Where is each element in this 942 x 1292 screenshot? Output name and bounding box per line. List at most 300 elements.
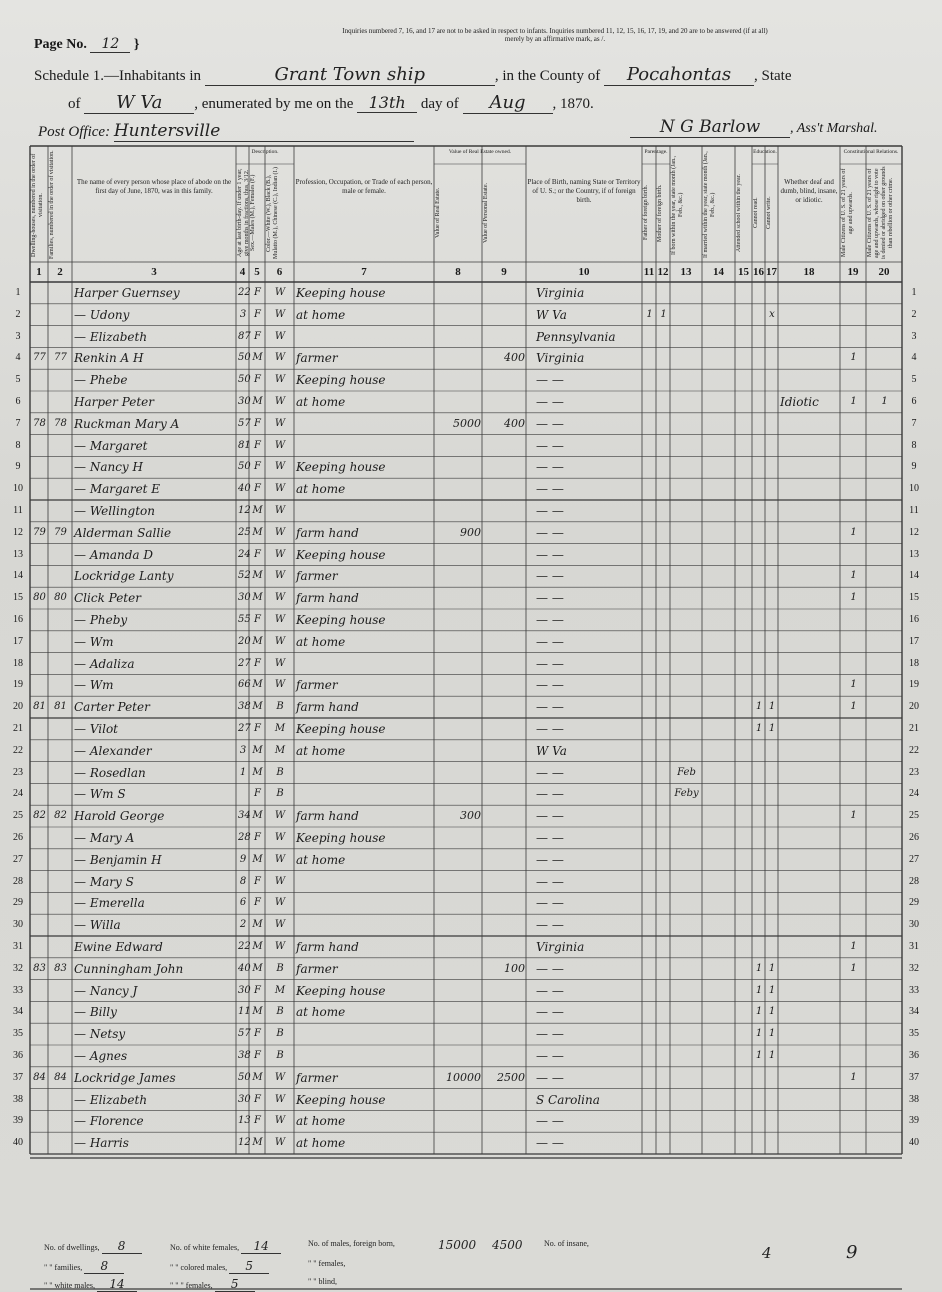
cell-sex: M <box>252 1137 263 1149</box>
row-number: 35 <box>909 1028 919 1040</box>
cell-age: 3 <box>239 308 247 320</box>
cell-c13: Feb <box>677 766 696 778</box>
row-number: 33 <box>909 984 919 996</box>
marshal-label: , Ass't Marshal. <box>790 121 878 136</box>
cell-sex: M <box>252 919 263 931</box>
birthplace: — — <box>536 765 564 780</box>
cell-sex: M <box>252 526 263 538</box>
row-number: 24 <box>13 788 23 800</box>
person-name: — Mary A <box>74 831 135 845</box>
cell-sex: F <box>254 1050 261 1061</box>
dwellings-count: 8 <box>102 1239 142 1254</box>
cell-color: B <box>276 1050 284 1061</box>
column-header-19: Male Citizens of U. S. of 21 years of age and upwards. <box>841 168 854 258</box>
cell-color: W <box>274 1093 286 1105</box>
cell-color: W <box>274 832 286 843</box>
footer-foreign-males: No. of males, foreign born, <box>308 1239 395 1248</box>
row-number: 3 <box>911 330 917 342</box>
person-name: Harper Guernsey <box>74 286 180 300</box>
person-name: — Rosedlan <box>74 765 146 780</box>
row-number: 16 <box>13 614 23 625</box>
cell-color: W <box>274 810 286 822</box>
cell-sex: F <box>254 1028 261 1040</box>
birthplace: — — <box>536 1114 564 1129</box>
day-value: 13th <box>357 93 417 113</box>
cell-sex: M <box>252 1006 263 1018</box>
cell-c2: 80 <box>54 592 67 604</box>
birthplace: — — <box>536 722 564 736</box>
cell-pe: 100 <box>504 961 525 975</box>
row-number: 15 <box>13 592 23 604</box>
cell-c2: 84 <box>54 1071 67 1083</box>
column-number-12: 12 <box>657 266 669 278</box>
cell-c19: 1 <box>850 396 857 407</box>
group-header-description: Description. <box>251 149 279 155</box>
person-name: Lockridge James <box>74 1070 176 1085</box>
column-header-10: Place of Birth, naming State or Territory of U. S.; or the Country, if of foreign birth. <box>527 178 641 204</box>
cell-color: W <box>274 941 286 952</box>
cell-c1: 80 <box>33 592 46 604</box>
row-number: 28 <box>13 875 23 887</box>
person-name: Click Peter <box>74 591 141 606</box>
occupation: at home <box>296 482 346 497</box>
cell-age: 8 <box>239 875 247 887</box>
cell-c17: 1 <box>768 1028 776 1040</box>
birthplace: — — <box>536 809 564 824</box>
cell-color: B <box>276 701 284 713</box>
column-header-7: Profession, Occupation, or Trade of each person, male or female. <box>295 178 433 195</box>
row-number: 14 <box>909 570 919 582</box>
person-name: — Wm S <box>74 787 126 802</box>
occupation: Keeping house <box>296 547 386 562</box>
column-header-18: Whether deaf and dumb, blind, insane, or idiotic. <box>780 178 838 204</box>
row-number: 36 <box>909 1050 919 1061</box>
cell-age: 24 <box>238 548 251 560</box>
cell-age: 12 <box>238 505 251 516</box>
row-number: 37 <box>909 1071 919 1083</box>
cell-c17: 1 <box>768 984 776 996</box>
row-number: 40 <box>13 1137 23 1149</box>
cell-sex: M <box>252 1071 263 1083</box>
cell-age: 57 <box>238 417 251 429</box>
column-number-18: 18 <box>803 266 815 278</box>
cell-age: 28 <box>238 832 251 843</box>
column-number-16: 16 <box>753 266 764 278</box>
column-number-10: 10 <box>578 266 590 278</box>
column-header-11: Father of foreign birth. <box>643 185 649 241</box>
person-name: — Wellington <box>74 504 155 518</box>
occupation: farm hand <box>296 700 359 715</box>
cell-c11: 1 <box>646 308 653 320</box>
state-value: W Va <box>84 92 194 114</box>
group-header-education: Education. <box>753 149 777 155</box>
birthplace: — — <box>536 438 564 453</box>
row-number: 7 <box>911 417 917 429</box>
occupation: at home <box>296 743 346 758</box>
row-number: 6 <box>15 396 21 407</box>
footer-females: " " females, <box>308 1259 346 1268</box>
person-name: Renkin A H <box>74 351 144 366</box>
cell-c19: 1 <box>850 679 857 691</box>
footer-insane: No. of insane, <box>544 1239 589 1248</box>
cell-age: 34 <box>238 810 251 822</box>
cell-c17: 1 <box>768 723 776 734</box>
birthplace: — — <box>536 896 564 911</box>
column-number-4: 4 <box>239 266 246 278</box>
cell-age: 20 <box>238 635 251 647</box>
cell-color: W <box>274 526 286 538</box>
row-number: 29 <box>909 897 919 909</box>
person-name: — Agnes <box>74 1049 128 1063</box>
post-office-value: Huntersville <box>114 121 414 142</box>
state-label: , State <box>753 68 792 84</box>
cell-sex: M <box>252 505 263 516</box>
row-number: 20 <box>909 701 919 713</box>
row-number: 33 <box>13 984 23 996</box>
birthplace: — — <box>536 634 564 649</box>
row-number: 7 <box>15 417 21 429</box>
post-office-label: Post Office: <box>38 124 111 140</box>
column-number-19: 19 <box>847 266 859 278</box>
birthplace: — — <box>536 918 564 933</box>
enumerated-label: , enumerated by me on the <box>194 96 354 112</box>
cell-age: 27 <box>238 723 251 734</box>
row-number: 27 <box>13 853 23 865</box>
birthplace: — — <box>536 983 564 998</box>
cell-color: W <box>274 352 286 364</box>
cell-c1: 79 <box>33 526 46 538</box>
column-header-17: Cannot write. <box>766 196 772 230</box>
column-number-17: 17 <box>766 266 777 278</box>
row-number: 36 <box>13 1050 23 1061</box>
cell-sex: M <box>252 766 263 778</box>
cell-c16: 1 <box>755 984 763 996</box>
birthplace: — — <box>536 678 564 693</box>
birthplace: Virginia <box>536 940 585 954</box>
cell-age: 40 <box>238 962 251 974</box>
footer-tally-2: 9 <box>846 1242 858 1263</box>
person-name: Ewine Edward <box>74 940 163 954</box>
cell-color: W <box>274 1137 286 1149</box>
cell-color: B <box>276 788 284 800</box>
cell-c17: 1 <box>768 1006 776 1018</box>
cell-sex: M <box>252 701 263 713</box>
row-number: 38 <box>13 1093 23 1105</box>
birthplace: — — <box>536 547 564 562</box>
person-name: — Alexander <box>74 743 152 758</box>
cell-age: 87 <box>238 330 251 342</box>
column-header-15: Attended school within the year. <box>736 174 742 252</box>
person-name: — Billy <box>74 1005 117 1020</box>
cell-age: 30 <box>238 592 251 604</box>
row-number: 25 <box>13 810 23 822</box>
cell-re: 5000 <box>453 416 481 430</box>
footer-blind: " " blind, <box>308 1277 337 1286</box>
cell-color: M <box>274 723 286 734</box>
row-number: 2 <box>911 308 917 320</box>
person-name: — Wm <box>74 678 114 693</box>
person-name: Harper Peter <box>74 395 154 409</box>
cell-sex: F <box>254 439 261 451</box>
cell-age: 38 <box>238 701 251 713</box>
cell-age: 27 <box>238 657 251 669</box>
footer-total-personal <box>492 1238 523 1252</box>
instructions-line-2: merely by an affirmative mark, as /. <box>504 35 606 43</box>
cell-sex: F <box>254 875 261 887</box>
year-label: , 1870. <box>552 96 594 112</box>
row-number: 2 <box>15 308 21 320</box>
person-name: — Wm <box>74 634 114 649</box>
cell-c16: 1 <box>755 962 763 974</box>
cell-sex: M <box>252 941 263 952</box>
row-number: 10 <box>909 483 919 495</box>
cell-age: 2 <box>239 919 247 931</box>
occupation: Keeping house <box>296 983 386 998</box>
occupation: farmer <box>296 569 338 584</box>
footer-white-males: " " white males, 14 <box>44 1277 137 1292</box>
cell-sex: M <box>252 635 263 647</box>
row-number: 10 <box>13 483 23 495</box>
birthplace: — — <box>536 395 564 409</box>
person-name: Cunningham John <box>74 961 184 976</box>
row-number: 24 <box>909 788 919 800</box>
row-number: 6 <box>911 396 917 407</box>
cell-age: 50 <box>238 374 251 386</box>
cell-color: W <box>274 853 286 865</box>
birthplace: W Va <box>536 743 567 758</box>
row-number: 39 <box>909 1115 919 1127</box>
birthplace: — — <box>536 656 564 671</box>
birthplace: — — <box>536 525 564 540</box>
cell-re: 900 <box>460 525 481 539</box>
row-number: 22 <box>909 744 919 756</box>
cell-c16: 1 <box>755 1050 763 1061</box>
occupation: at home <box>296 1114 346 1129</box>
occupation: Keeping house <box>296 1092 386 1107</box>
cell-c19: 1 <box>850 570 857 582</box>
cell-age: 38 <box>238 1050 251 1061</box>
cell-color: W <box>274 679 286 691</box>
cell-age: 50 <box>238 461 251 473</box>
column-header-12: Mother of foreign birth. <box>657 184 663 242</box>
row-number: 13 <box>909 548 919 560</box>
person-name: Lockridge Lanty <box>74 569 174 584</box>
occupation: farmer <box>296 961 338 976</box>
cell-pe: 400 <box>504 351 525 365</box>
occupation: at home <box>296 395 346 409</box>
cell-color: W <box>274 570 286 582</box>
total-personal-estate: 4500 <box>492 1238 523 1252</box>
row-number: 23 <box>13 766 23 778</box>
cell-sex: M <box>252 744 263 756</box>
row-number: 29 <box>13 897 23 909</box>
column-header-14: If married within the year, state month (Jan., Feb., &c.) <box>703 151 716 259</box>
column-number-3: 3 <box>151 266 157 278</box>
cell-c2: 82 <box>54 810 67 822</box>
cell-c19: 1 <box>850 1071 857 1083</box>
cell-age: 30 <box>238 1093 251 1105</box>
cell-c2: 81 <box>54 701 67 713</box>
occupation: Keeping house <box>296 286 386 300</box>
row-number: 12 <box>13 526 23 538</box>
schedule-label: Schedule 1.—Inhabitants in <box>34 68 202 84</box>
instructions-line-1: Inquiries numbered 7, 16, and 17 are not to be asked in respect to infants. Inquiries numbered 11, 12, 15, 16, 17, 19, and 20 are to be answered (if at all) <box>342 27 768 35</box>
cell-c16: 1 <box>755 723 763 734</box>
cell-c2: 78 <box>54 417 67 429</box>
row-number: 31 <box>13 941 23 952</box>
cell-sex: M <box>252 352 263 364</box>
column-header-8: Value of Real Estate. <box>435 187 441 239</box>
birthplace: — — <box>536 416 564 431</box>
column-header-16: Cannot read. <box>753 197 759 229</box>
column-number-1: 1 <box>36 266 42 278</box>
row-number: 40 <box>909 1137 919 1149</box>
cell-pe: 400 <box>504 416 525 430</box>
cell-color: W <box>274 483 286 495</box>
birthplace: W Va <box>536 307 567 322</box>
cell-color: W <box>274 417 286 429</box>
row-number: 9 <box>15 461 21 473</box>
cell-color: W <box>274 1071 286 1083</box>
cell-color: W <box>274 548 286 560</box>
page-number-value: 12 <box>90 36 130 53</box>
cell-age: 55 <box>238 614 251 625</box>
cell-color: B <box>276 962 284 974</box>
birthplace: — — <box>536 591 564 606</box>
cell-c19: 1 <box>850 962 857 974</box>
birthplace: — — <box>536 1136 564 1151</box>
cell-c17: 1 <box>768 701 776 713</box>
cell-color: W <box>274 308 286 320</box>
cell-color: W <box>274 592 286 604</box>
cell-sex: F <box>254 417 261 429</box>
birthplace: — — <box>536 460 564 475</box>
column-number-9: 9 <box>501 266 507 278</box>
birthplace: — — <box>536 852 564 867</box>
cell-age: 13 <box>238 1115 251 1127</box>
column-number-7: 7 <box>361 266 367 278</box>
cell-sex: F <box>254 897 261 909</box>
occupation: Keeping house <box>296 831 386 845</box>
birthplace: — — <box>536 1070 564 1085</box>
row-number: 3 <box>15 330 21 342</box>
row-number: 8 <box>15 439 21 451</box>
row-number: 20 <box>13 701 23 713</box>
column-number-2: 2 <box>57 266 63 278</box>
row-number: 1 <box>15 287 21 298</box>
column-header-1: Dwelling-houses, numbered in the order of visitation. <box>31 153 44 257</box>
birthplace: — — <box>536 1027 564 1042</box>
cell-sex: F <box>254 723 261 734</box>
cell-color: B <box>276 1006 284 1018</box>
row-number: 28 <box>909 875 919 887</box>
cell-c19: 1 <box>850 941 857 952</box>
row-number: 31 <box>909 941 919 952</box>
cell-sex: F <box>254 832 261 843</box>
cell-color: W <box>274 875 286 887</box>
cell-sex: M <box>252 853 263 865</box>
cell-color: W <box>274 330 286 342</box>
birthplace: — — <box>536 1049 564 1063</box>
row-number: 32 <box>13 962 23 974</box>
row-number: 39 <box>13 1115 23 1127</box>
person-name: — Nancy H <box>74 460 143 475</box>
row-number: 11 <box>13 505 23 516</box>
birthplace: — — <box>536 482 564 497</box>
group-header-value_estate: Value of Real Estate owned. <box>448 149 512 155</box>
row-number: 35 <box>13 1028 23 1040</box>
birthplace: S Carolina <box>536 1092 600 1107</box>
cell-age: 1 <box>239 766 247 778</box>
birthplace: — — <box>536 1005 564 1020</box>
person-name: — Willa <box>74 918 121 933</box>
cell-sex: F <box>254 308 261 320</box>
row-number: 5 <box>911 374 917 386</box>
occupation: Keeping house <box>296 722 386 736</box>
occupation: farmer <box>296 351 338 366</box>
column-header-5: Sex.—Males (M.), Females (F.) <box>250 174 256 252</box>
birthplace: — — <box>536 874 564 889</box>
row-number: 5 <box>15 374 21 386</box>
row-number: 4 <box>15 352 21 364</box>
occupation: at home <box>296 1136 346 1151</box>
cell-c16: 1 <box>755 701 763 713</box>
birthplace: Virginia <box>536 351 585 366</box>
occupation: farm hand <box>296 525 359 540</box>
of-label: of <box>68 96 81 112</box>
row-number: 13 <box>13 548 23 560</box>
person-name: — Pheby <box>74 613 128 627</box>
person-name: — Amanda D <box>74 547 154 562</box>
birthplace: — — <box>536 831 564 845</box>
cell-c16: 1 <box>755 1028 763 1040</box>
cell-c19: 1 <box>850 526 857 538</box>
cell-color: M <box>274 984 286 996</box>
cell-sex: M <box>252 810 263 822</box>
cell-sex: F <box>254 483 261 495</box>
person-name: — Benjamin H <box>74 852 162 867</box>
cell-sex: M <box>252 592 263 604</box>
column-number-15: 15 <box>738 266 749 278</box>
cell-c2: 83 <box>54 962 67 974</box>
day-of-label: day of <box>420 96 459 112</box>
row-number: 9 <box>911 461 917 473</box>
person-name: — Vilot <box>74 722 118 736</box>
birthplace: Pennsylvania <box>536 329 616 344</box>
cell-c1: 77 <box>33 352 46 364</box>
row-number: 38 <box>909 1093 919 1105</box>
occupation: at home <box>296 634 346 649</box>
cell-c19: 1 <box>850 352 857 364</box>
occupation: Keeping house <box>296 460 386 475</box>
cell-c13: Feby <box>674 788 699 800</box>
cell-c16: 1 <box>755 1006 763 1018</box>
row-number: 26 <box>13 832 23 843</box>
column-header-6: Color.—White (W.), Black (B.), Mulatto (M.), Chinese (C.), Indian (I.) <box>266 167 279 259</box>
footer-families: " " families, 8 <box>44 1259 124 1274</box>
cell-age: 22 <box>238 941 251 952</box>
cell-age: 11 <box>238 1006 251 1018</box>
cell-c19: 1 <box>850 810 857 822</box>
group-header-parentage: Parentage. <box>644 149 668 155</box>
row-number: 37 <box>13 1071 23 1083</box>
cell-age: 30 <box>238 984 251 996</box>
row-number: 14 <box>13 570 23 582</box>
cell-color: W <box>274 635 286 647</box>
person-name: — Elizabeth <box>74 329 148 344</box>
cell-sex: F <box>254 984 261 996</box>
row-number: 18 <box>909 657 919 669</box>
